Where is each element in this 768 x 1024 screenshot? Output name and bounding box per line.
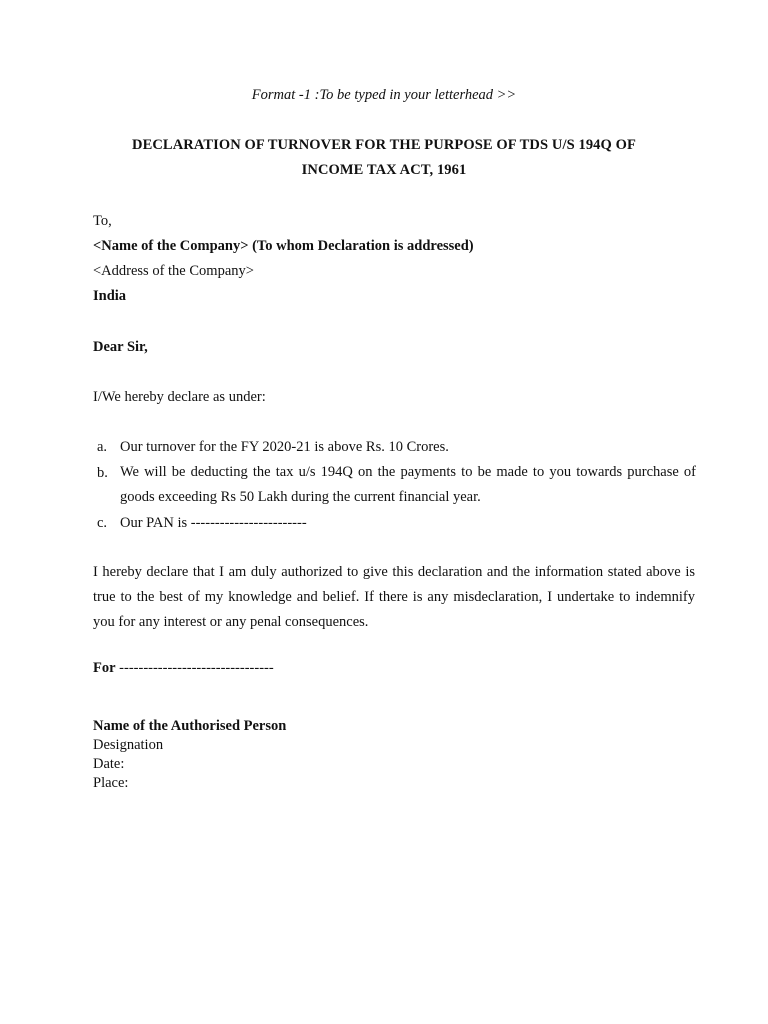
for-blank: -------------------------------- (115, 660, 274, 676)
list-marker: a. (97, 439, 108, 455)
closing-paragraph: I hereby declare that I am duly authorized to give this declaration and the information stated above is true to the best of my knowledge and belief. If there is any misdeclaration, I undertake to indemnify you for any interest or any penal consequences. (93, 564, 695, 630)
date-label: Date: (93, 756, 125, 772)
list-marker: b. (97, 465, 108, 481)
list-marker: c. (97, 515, 108, 531)
designation: Designation (93, 737, 164, 753)
for-line (93, 660, 274, 677)
company-name: <Name of the Company> (To whom Declaration is addressed) (93, 238, 474, 254)
intro-line: I/We hereby declare as under: (93, 389, 266, 405)
salutation: Dear Sir, (93, 339, 148, 355)
list-item-text: We will be deducting the tax u/s 194Q on the payments to be made to you towards purchase of goods exceeding Rs 50 Lakh during the current financial year. (120, 464, 696, 505)
to-line: To, (93, 213, 112, 229)
list-item-text: Our PAN is ------------------------ (120, 515, 307, 531)
place-label: Place: (93, 775, 129, 791)
title-line-1: DECLARATION OF TURNOVER FOR THE PURPOSE OF TDS U/S 194Q OF (132, 137, 636, 153)
authorised-person-name: Name of the Authorised Person (93, 718, 287, 734)
company-address: <Address of the Company> (93, 263, 254, 279)
country: India (93, 288, 127, 304)
title-line-2: INCOME TAX ACT, 1961 (301, 162, 467, 178)
for-label: For (93, 660, 116, 676)
format-note: Format -1 :To be typed in your letterhead >> (251, 87, 517, 103)
list-item-text: Our turnover for the FY 2020-21 is above Rs. 10 Crores. (120, 439, 449, 455)
